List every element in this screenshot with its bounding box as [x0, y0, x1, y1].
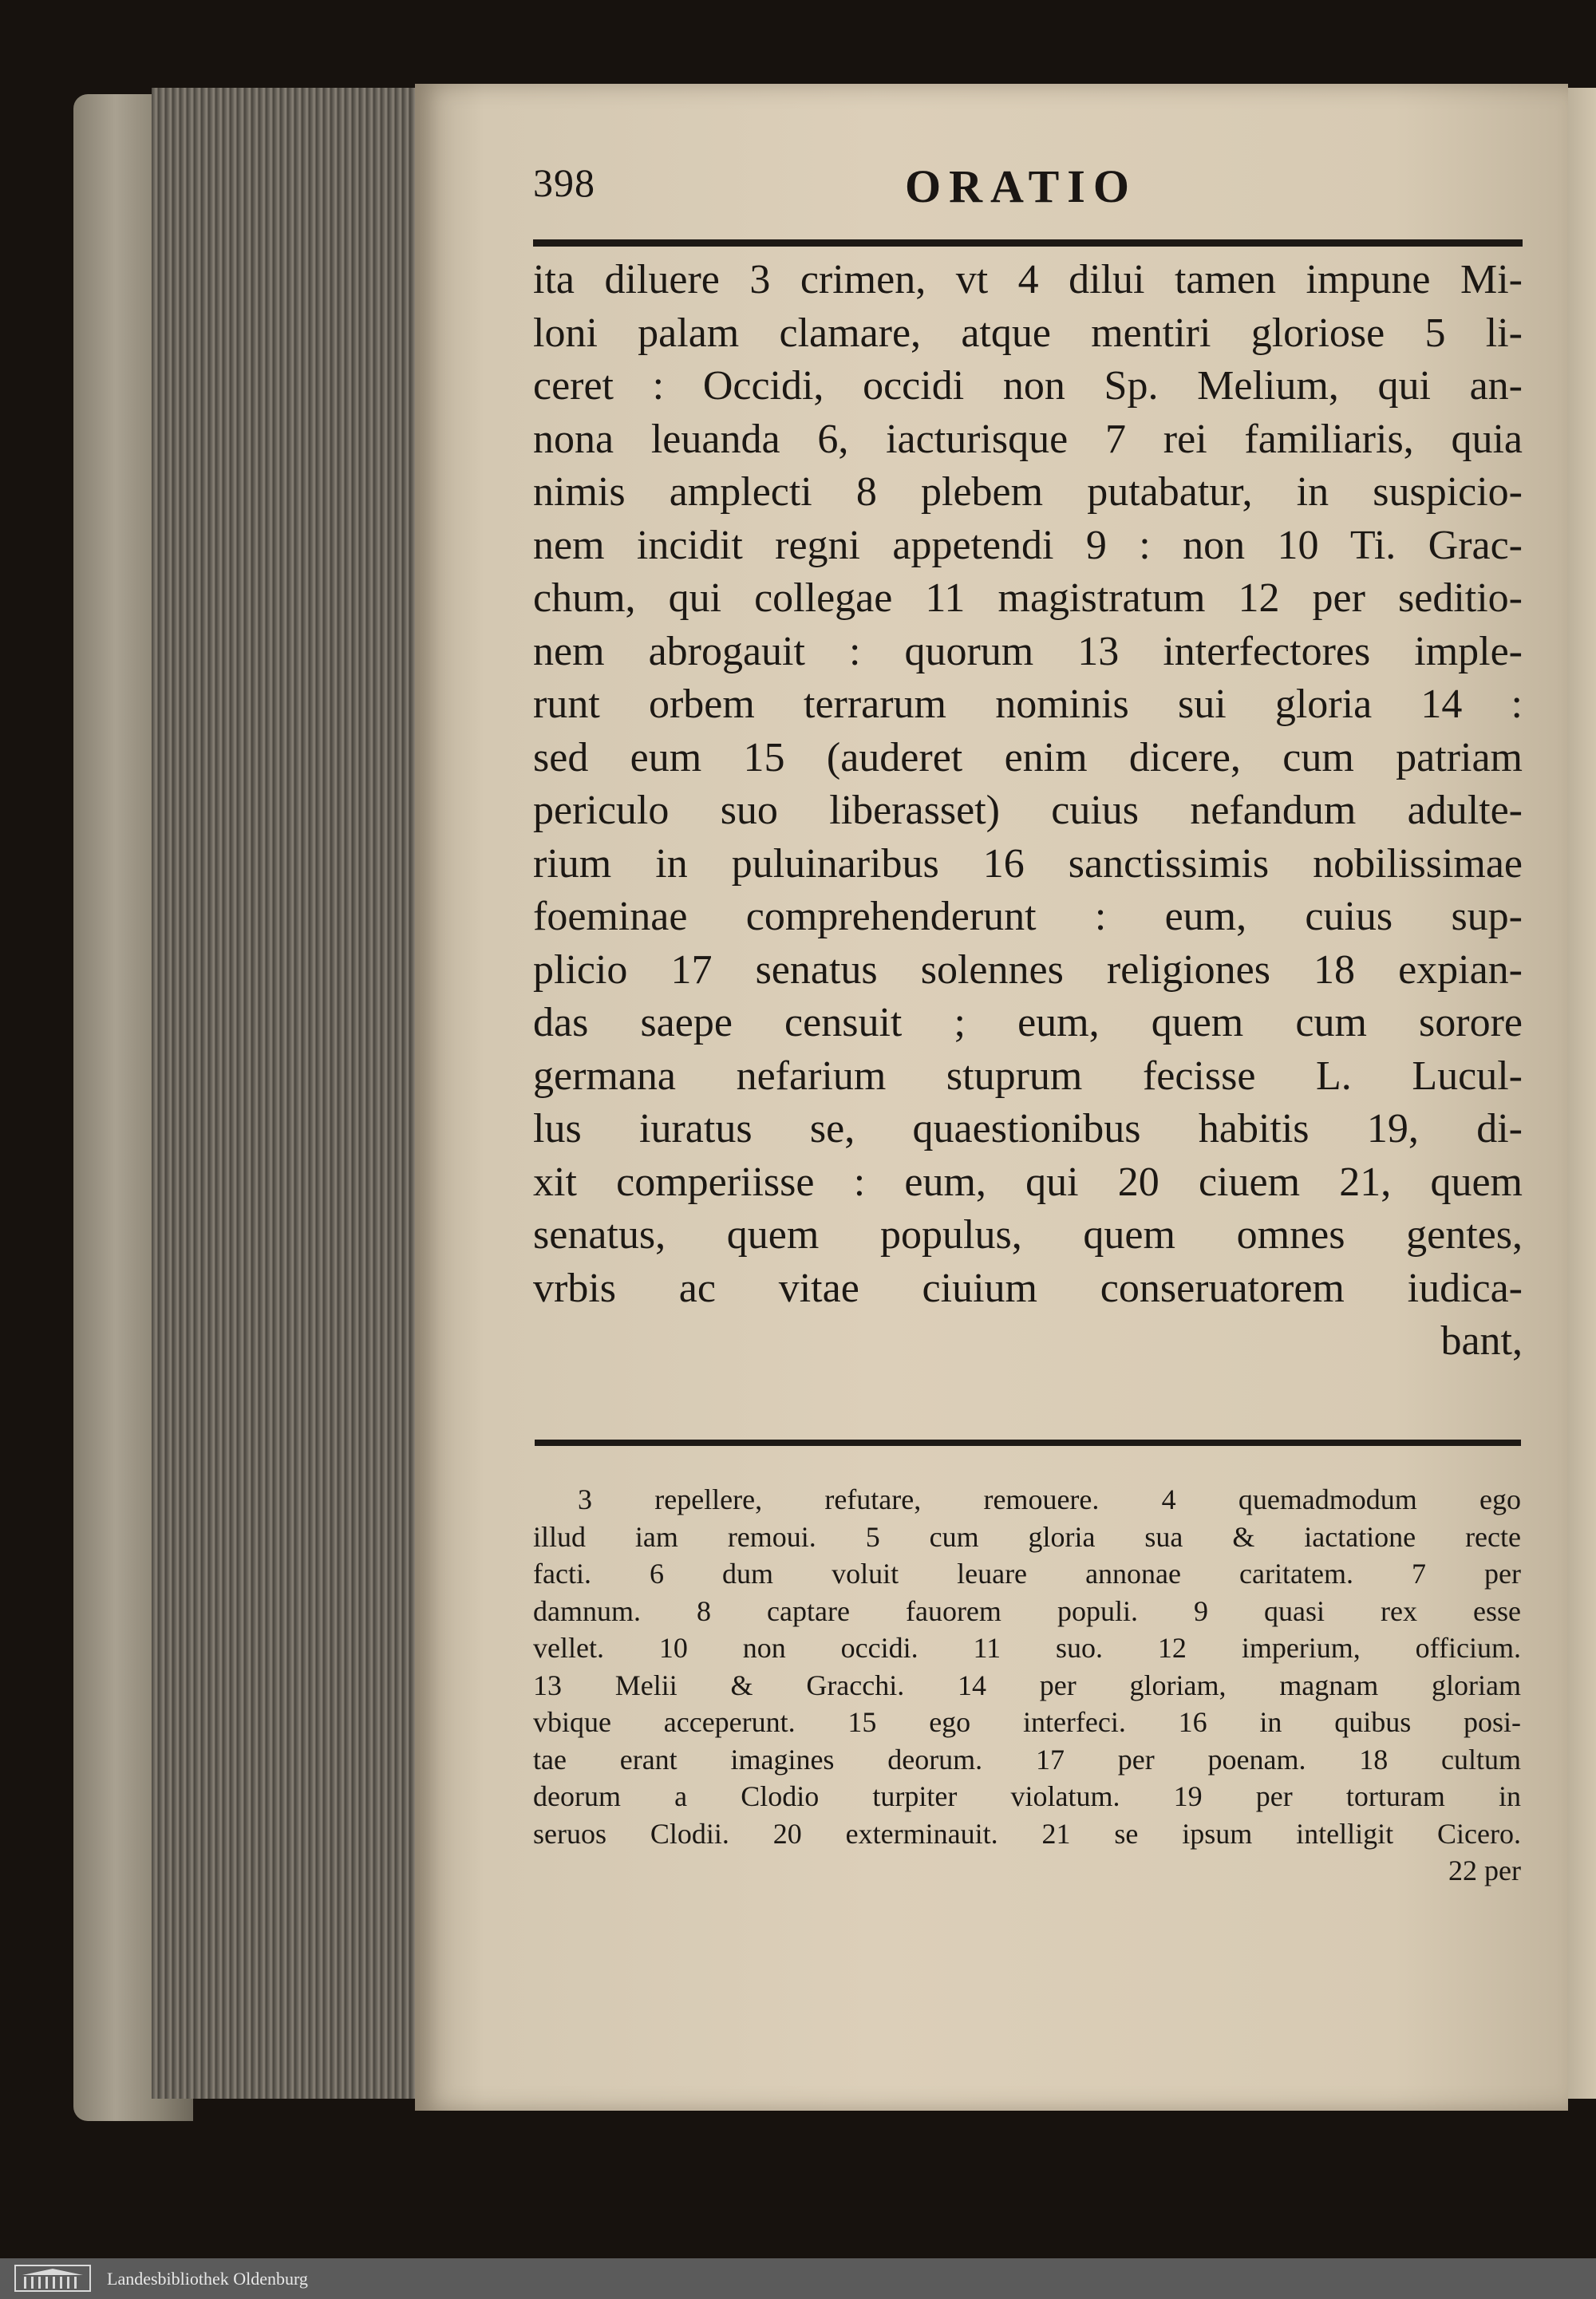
- text-line: germana nefarium stuprum fecisse L. Lucul-: [533, 1053, 1523, 1099]
- text-line: ita diluere 3 crimen, vt 4 dilui tamen impune Mi-: [533, 257, 1523, 302]
- text-line: xit comperiisse : eum, qui 20 ciuem 21, quem: [533, 1159, 1523, 1205]
- library-logo-icon: [14, 2265, 91, 2292]
- text-line: das saepe censuit ; eum, quem cum sorore: [533, 1000, 1523, 1045]
- text-line: rium in puluinaribus 16 sanctissimis nobilissimae: [533, 840, 1523, 887]
- footnote-line: deorum a Clodio turpiter violatum. 19 per torturam in: [533, 1780, 1521, 1812]
- text-line: nem abrogauit : quorum 13 interfectores imple-: [533, 628, 1523, 674]
- library-name: Landesbibliothek Oldenburg: [107, 2269, 308, 2289]
- text-line: senatus, quem populus, quem omnes gentes,: [533, 1212, 1523, 1258]
- page-edges: [152, 88, 427, 2099]
- text-line: chum, qui collegae 11 magistratum 12 per seditio-: [533, 575, 1523, 621]
- catchword: bant,: [1440, 1318, 1523, 1364]
- footnote-line: 13 Melii & Gracchi. 14 per gloriam, magnam gloriam: [533, 1669, 1521, 1701]
- main-text: [533, 254, 1523, 1369]
- text-line: foeminae comprehenderunt : eum, cuius sup-: [533, 894, 1523, 939]
- text-line: nem incidit regni appetendi 9 : non 10 Ti. Grac-: [533, 522, 1523, 568]
- footnote-line: damnum. 8 captare fauorem populi. 9 quasi rex esse: [533, 1594, 1521, 1627]
- footnote-line: seruos Clodii. 20 exterminauit. 21 se ipsum intelligit Cicero.: [533, 1817, 1521, 1850]
- footnote-line: vbique acceperunt. 15 ego interfeci. 16 in quibus posi-: [533, 1706, 1521, 1738]
- footnote-line: vellet. 10 non occidi. 11 suo. 12 imperium, officium.: [533, 1632, 1521, 1664]
- text-line: vrbis ac vitae ciuium conseruatorem iudica-: [533, 1265, 1523, 1311]
- footnote-line: illud iam remoui. 5 cum gloria sua & iactatione recte: [533, 1520, 1521, 1553]
- footnote-line: tae erant imagines deorum. 17 per poenam. 18 cultum: [533, 1743, 1521, 1776]
- running-head: ORATIO: [905, 160, 1137, 212]
- footnote-rule: [535, 1440, 1521, 1446]
- library-footer: [0, 2258, 1596, 2299]
- text-line: sed eum 15 (auderet enim dicere, cum patriam: [533, 734, 1523, 780]
- text-line: lus iuratus se, quaestionibus habitis 19, di-: [533, 1106, 1523, 1151]
- text-line: nona leuanda 6, iacturisque 7 rei familiaris, quia: [533, 416, 1523, 462]
- header-rule: [533, 239, 1523, 247]
- text-line: nimis amplecti 8 plebem putabatur, in suspicio-: [533, 469, 1523, 515]
- text-line: periculo suo liberasset) cuius nefandum adulte-: [533, 788, 1523, 833]
- footnote-line: 3 repellere, refutare, remouere. 4 quemadmodum ego: [578, 1483, 1521, 1515]
- text-line: plicio 17 senatus solennes religiones 18 expian-: [533, 946, 1523, 993]
- footnote-catchword: 22 per: [1448, 1855, 1521, 1886]
- footnote-line: facti. 6 dum voluit leuare annonae caritatem. 7 per: [533, 1558, 1521, 1590]
- footnotes: [533, 1481, 1521, 1890]
- page-number: 398: [533, 160, 595, 205]
- page-header: [533, 160, 1523, 215]
- text-line: loni palam clamare, atque mentiri gloriose 5 li-: [533, 310, 1523, 356]
- text-line: runt orbem terrarum nominis sui gloria 14 :: [533, 681, 1523, 727]
- text-line: ceret : Occidi, occidi non Sp. Melium, qui an-: [533, 363, 1523, 409]
